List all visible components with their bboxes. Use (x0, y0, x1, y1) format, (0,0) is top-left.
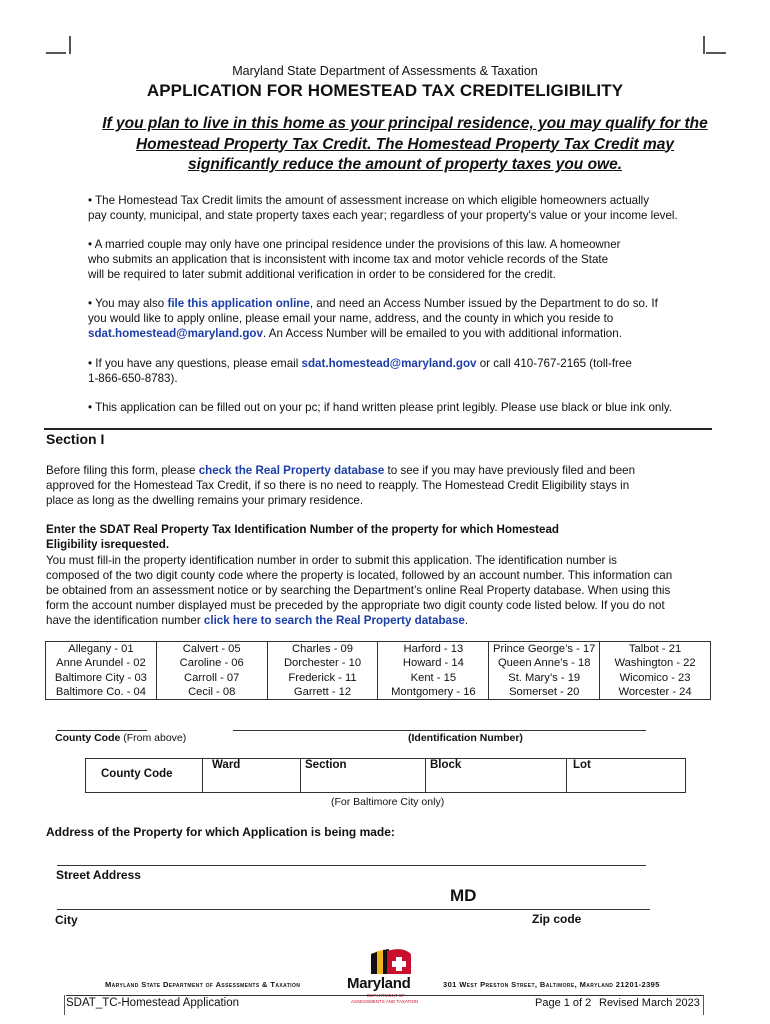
street-address-underline[interactable] (57, 865, 646, 866)
id-instructions-line-5 (46, 613, 726, 628)
address-heading: Address of the Property for which Application is being made: (46, 825, 395, 839)
county-code-caption-note: (From above) (120, 732, 187, 744)
state-value: MD (450, 886, 477, 905)
id-number-underline (233, 730, 646, 731)
county-row (46, 671, 711, 686)
county-cell: Calvert - 05 (156, 642, 267, 657)
bullet-3-line-1 (88, 296, 728, 311)
bullet-1-line-2: pay county, municipal, and state property taxes each year; regardless of your property's value or your income level. (88, 209, 678, 222)
county-cell: Queen Anne’s - 18 (489, 656, 600, 671)
baltimore-city-note: (For Baltimore City only) (331, 796, 445, 808)
city-zip-underline[interactable] (57, 909, 650, 910)
county-cell: Prince George’s - 17 (489, 642, 600, 657)
county-cell: Wicomico - 23 (600, 671, 711, 686)
homestead-email-link[interactable]: sdat.homestead@maryland.gov (88, 327, 263, 340)
bullet-1-line-1: • The Homestead Tax Credit limits the amount of assessment increase on which eligible homeowners actually (88, 194, 650, 207)
revised-date: Revised March 2023 (599, 997, 700, 1009)
bullet-4-text-post: or call 410-767-2165 (toll-free (476, 357, 632, 370)
street-address-label: Street Address (56, 868, 141, 882)
box-divider-1 (202, 758, 203, 793)
bullet-2-line-2: who submits an application that is inconsistent with income tax and motor vehicle records of the State (88, 253, 609, 266)
box-divider-3 (425, 758, 426, 793)
county-cell: Dorchester - 10 (267, 656, 378, 671)
ward-field[interactable]: Ward (212, 759, 241, 771)
id-instructions-line-4: form the account number displayed must be preceded by the appropriate two digit county code listed below. If you do not (46, 599, 665, 612)
logo-sub-2: ASSESSMENTS AND TAXATION (351, 999, 419, 1004)
county-cell: Garrett - 12 (267, 685, 378, 700)
id-heading-line-2: Eligibility isrequested. (46, 538, 170, 551)
id-instructions-line-2: composed of the two digit county code where the property is located, followed by an account number. This information can (46, 569, 673, 582)
section-intro-line-1 (46, 463, 726, 478)
form-title: APPLICATION FOR HOMESTEAD TAX CREDITELIGIBILITY (146, 81, 624, 100)
county-cell: Talbot - 21 (600, 642, 711, 657)
form-id: SDAT_TC-Homestead Application (66, 997, 239, 1009)
block-field[interactable]: Block (430, 759, 462, 771)
footer-address: 301 West Preston Street, Baltimore, Maryland 21201-2395 (443, 980, 660, 989)
bullet-3-line-3-text: . An Access Number will be emailed to you with additional information. (262, 327, 622, 340)
bullet-questions (88, 356, 728, 386)
crop-mark-bottom-left (64, 995, 65, 1015)
county-cell: Somerset - 20 (489, 685, 600, 700)
section-divider (44, 428, 712, 430)
bullet-3-text: • You may also (88, 297, 168, 310)
county-cell: Cecil - 08 (156, 685, 267, 700)
county-code-caption (55, 732, 186, 744)
crop-mark-top-right-v (703, 36, 705, 54)
bullet-2-line-3: will be required to later submit additional verification in order to be considered for the credit. (88, 268, 556, 281)
crop-mark-bottom-right (703, 995, 704, 1015)
county-cell: Harford - 13 (378, 642, 489, 657)
box-county-code-label[interactable]: County Code (101, 768, 173, 780)
id-instructions (46, 553, 726, 628)
id-instructions-period: . (464, 614, 469, 627)
lot-field[interactable]: Lot (573, 759, 591, 771)
bullet-4-text: • If you have any questions, please email (88, 357, 302, 370)
county-cell: Baltimore City - 03 (46, 671, 157, 686)
maryland-logo (345, 948, 441, 1010)
bullet-married-couple (88, 237, 728, 282)
county-cell: Montgomery - 16 (378, 685, 489, 700)
bullet-4-line-2: 1-866-650-8783). (88, 372, 178, 385)
crop-mark-top-left (46, 52, 66, 54)
intro-line-2: Homestead Property Tax Credit. The Homestead Property Tax Credit may (135, 135, 675, 153)
baltimore-city-id-box (85, 758, 686, 793)
logo-word: Maryland (347, 975, 411, 992)
section-intro (46, 463, 726, 508)
file-online-link[interactable]: file this application online (167, 297, 310, 310)
bullet-3-line-2: you would like to apply online, please email your name, address, and the county in which you reside to (88, 312, 614, 325)
box-divider-4 (566, 758, 567, 793)
crop-mark-top-right (706, 52, 726, 54)
page-number: Page 1 of 2 (535, 997, 592, 1009)
county-cell: Caroline - 06 (156, 656, 267, 671)
county-code-table (45, 641, 711, 700)
bullet-3-text-post: , and need an Access Number issued by the Department to do so. If (309, 297, 658, 310)
zip-code-label: Zip code (532, 912, 582, 926)
county-cell: Worcester - 24 (600, 685, 711, 700)
section-title: Section I (46, 431, 105, 447)
intro-line-3: significantly reduce the amount of property taxes you owe. (187, 156, 623, 173)
county-cell: Allegany - 01 (46, 642, 157, 657)
id-instructions-line-3: be obtained from an assessment notice or by searching the Department’s online Real Property database. When using this (46, 584, 671, 597)
bullet-fill-instructions: • This application can be filled out on your pc; if hand written please print legibly. Please use black or blue ink only. (88, 401, 673, 414)
bullet-4-line-1 (88, 356, 728, 371)
county-cell: Washington - 22 (600, 656, 711, 671)
county-code-caption-label: County Code (55, 732, 121, 744)
county-row (46, 685, 711, 700)
county-cell: Charles - 09 (267, 642, 378, 657)
county-cell: Frederick - 11 (267, 671, 378, 686)
bullet-homestead-limit (88, 193, 728, 223)
county-cell: Carroll - 07 (156, 671, 267, 686)
footer-rule (66, 995, 703, 996)
bullet-2-line-1: • A married couple may only have one principal residence under the provisions of this law. A homeowner (88, 238, 621, 251)
intro-lead (60, 114, 750, 176)
section-intro-line-3: place as long as the dwelling remains your primary residence. (46, 494, 364, 507)
intro-line-1: If you plan to live in this home as your principal residence, you may qualify for the (102, 115, 708, 132)
bullet-3-line-3 (88, 326, 728, 341)
section-intro-text-post: to see if you may have previously filed and been (384, 464, 636, 477)
county-cell: St. Mary’s - 19 (489, 671, 600, 686)
agency-name: Maryland State Department of Assessments & Taxation (232, 64, 538, 78)
county-cell: Baltimore Co. - 04 (46, 685, 157, 700)
id-number-heading (46, 522, 726, 552)
county-cell: Howard - 14 (378, 656, 489, 671)
search-database-link[interactable]: click here to search the Real Property database (203, 614, 465, 627)
questions-email-link[interactable]: sdat.homestead@maryland.gov (301, 357, 477, 370)
check-database-link[interactable]: check the Real Property database (198, 464, 385, 477)
county-row (46, 656, 711, 671)
crop-mark-top-left-v (69, 36, 71, 54)
id-heading-line-1: Enter the SDAT Real Property Tax Identification Number of the property for which Homestead (46, 523, 559, 536)
county-row (46, 642, 711, 657)
id-number-caption: (Identification Number) (408, 732, 523, 744)
county-cell: Anne Arundel - 02 (46, 656, 157, 671)
city-label: City (55, 913, 78, 927)
section-field[interactable]: Section (305, 759, 347, 771)
county-cell: Kent - 15 (378, 671, 489, 686)
box-divider-2 (300, 758, 301, 793)
id-instructions-text: have the identification number (46, 614, 204, 627)
section-intro-line-2: approved for the Homestead Tax Credit, if so there is no need to reapply. The Homestead Credit Eligibility stays in (46, 479, 630, 492)
county-code-underline (57, 730, 147, 731)
bullet-apply-online (88, 296, 728, 341)
section-intro-text: Before filing this form, please (46, 464, 199, 477)
id-instructions-line-1: You must fill-in the property identification number in order to submit this application. The identification number is (46, 554, 617, 567)
footer-agency: Maryland State Department of Assessments & Taxation (105, 980, 301, 989)
